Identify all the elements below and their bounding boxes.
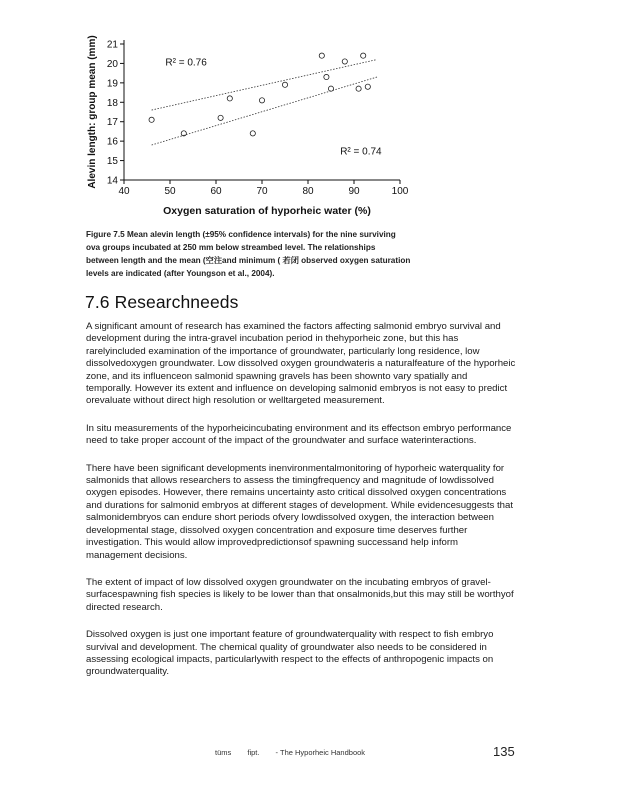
data-point [227,96,232,101]
trend-line-minimum [152,77,377,145]
footer-mark: tüms [215,748,232,757]
x-tick-labels [118,180,408,197]
footer-title: - The Hyporheic Handbook [275,748,366,757]
y-tick-label: 14 [106,175,118,187]
footer-mark: fipt. [247,748,260,757]
data-point [218,115,223,120]
r-squared-label-mean: R² = 0.76 [165,57,207,69]
x-tick-label: 50 [164,186,176,197]
y-tick-label: 15 [106,156,118,168]
x-tick-label: 70 [256,186,268,197]
data-point [361,53,366,58]
data-point [319,53,324,58]
data-point [149,117,154,122]
x-tick-label: 60 [210,186,222,197]
data-point [282,82,287,87]
page-footer [215,748,379,757]
scatter-chart [84,34,414,220]
data-point [324,74,329,79]
data-point [259,98,264,103]
caption-line: ova groups incubated at 250 mm below streambed level. The relationships [86,243,376,252]
y-tick-label: 17 [106,117,118,129]
y-tick-label: 21 [106,39,118,51]
x-tick-label: 100 [391,186,409,197]
paragraph: Dissolved oxygen is just one important feature of groundwaterquality with respect to fish embryo survival and development. The chemical quality of groundwater also needs to be considered in assessing ecological impacts, particularlywith respect to the effects of anthropogenic impacts on groundwaterquality. [86,629,494,678]
trend-lines [152,60,377,145]
paragraph: In situ measurements of the hyporheicincubating environment and its effectson embryo performance need to take proper account of the impact of the groundwater and surface waterinteractions. [86,422,512,447]
x-axis-label: Oxygen saturation of hyporheic water (%) [163,205,371,217]
caption-line: levels are indicated (after Youngson et al., 2004). [86,269,275,278]
y-tick-label: 18 [106,97,118,109]
body-text [86,321,516,694]
x-tick-label: 90 [348,186,360,197]
data-point [365,84,370,89]
data-point [328,86,333,91]
y-tick-label: 20 [106,58,118,70]
data-point [356,86,361,91]
y-tick-label: 19 [106,78,118,90]
paragraph: There have been significant developments inenvironmentalmonitoring of hyporheic waterquality for salmonids that allows researchers to assess the timingfrequency and magnitude of lowdissolved oxygen episodes. However, there remains uncertainty asto critical dissolved oxygen concentrations and durations for salmonid embryos at different stages of development. While evidencesuggests that salmonidembryos can endure short periods ofvery lowdissolved oxygen, the interaction between developmental stage, dissolved oxygen concentration and exposure time deserves further investigation. This would allow improvedpredictionsof spawning successand help inform management decisions. [86,462,513,561]
y-tick-labels [107,40,124,187]
paragraph: The extent of impact of low dissolved oxygen groundwater on the incubating embryos of gravel-surfacespawning fish species is likely to be lower than that onsalmonids,but this may still be worthyof directed research. [86,576,514,613]
caption-line: between length and the mean (空注and minimum ( 若闭 observed oxygen saturation [86,256,411,265]
figure-caption [86,228,491,280]
section-heading: 7.6 Researchneeds [85,292,239,312]
r-squared-label-minimum: R² = 0.74 [340,146,382,158]
x-tick-label: 40 [118,186,130,197]
y-tick-label: 16 [106,136,118,148]
paragraph: A significant amount of research has examined the factors affecting salmonid embryo survival and development during the intra-gravel incubation period in thehyporheic zone, but this has rarelyincluded examination of the importance of groundwater, particularly long residence, low dissolvedoxygen groundwater. Low dissolved oxygen groundwateris a naturalfeature of the hyporheic zone, and its influenceon salmonid spawning gravels has been shownto vary spatially and temporally. However its extent and influence on developing salmonid embryos is not easy to predict orevaluate without direct high resolution or welltargeted measurement. [86,321,516,407]
x-tick-label: 80 [302,186,314,197]
data-point [250,131,255,136]
caption-line: Figure 7.5 Mean alevin length (±95% confidence intervals) for the nine surviving [86,230,396,239]
data-point [342,59,347,64]
page-number: 135 [493,744,515,759]
y-axis-label: Alevin length: group mean (mm) [87,35,98,189]
